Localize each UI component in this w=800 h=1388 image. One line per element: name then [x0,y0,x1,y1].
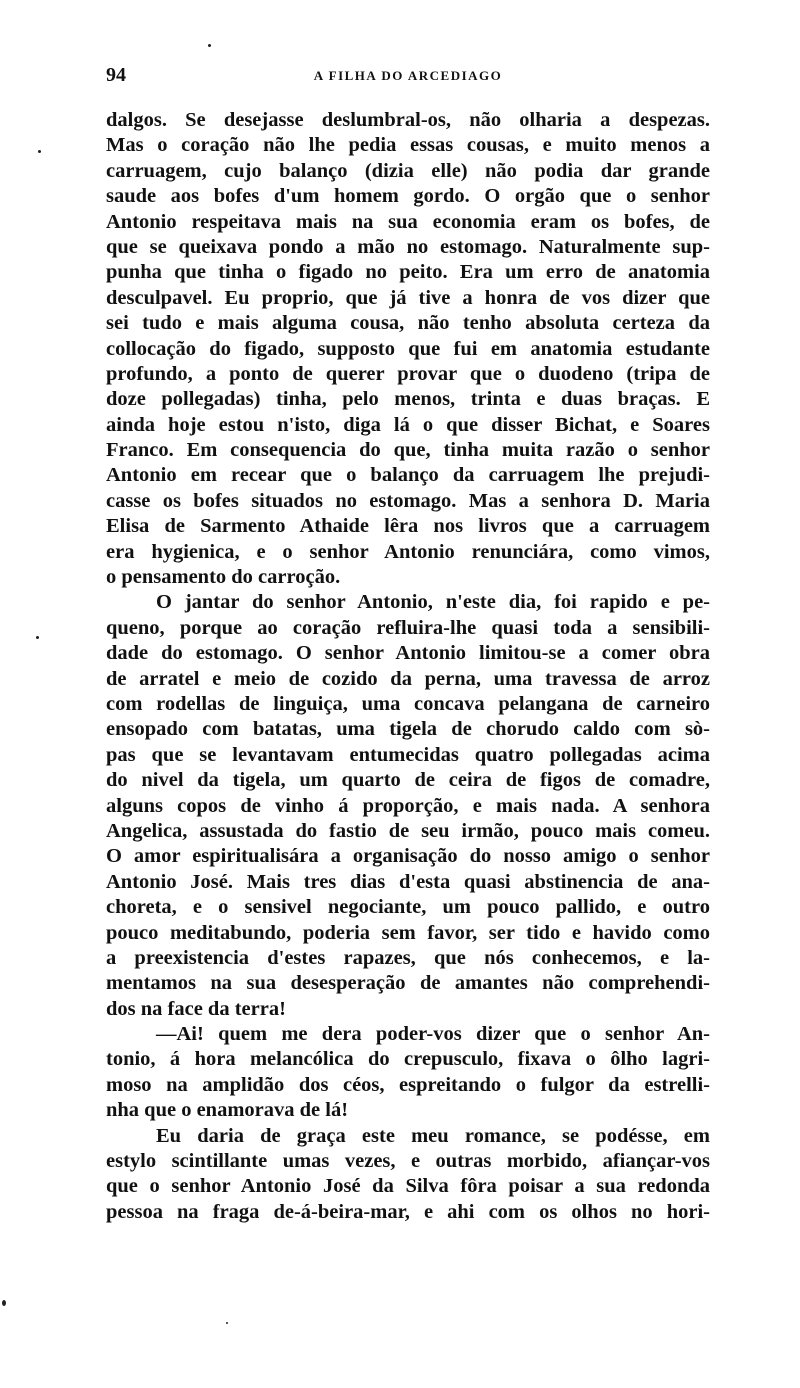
paragraph-first-line: Eu daria de graça este meu romance, se podésse, em [156,1124,710,1147]
text-line: collocação do figado, supposto que fui em anatomia estudante [106,337,710,360]
scan-speck [226,1322,228,1324]
text-line: Mas o coração não lhe pedia essas cousas, e muito menos a [106,134,710,157]
text-line: Antonio José. Mais tres dias d'esta quasi abstinencia de ana- [106,870,710,893]
scan-speck [38,150,41,153]
text-line: moso na amplidão dos céos, espreitando o fulgor da estrelli- [106,1073,710,1096]
text-line: estylo scintillante umas vezes, e outras morbido, afiançar-vos [106,1150,710,1173]
text-line: dos na face da terra! [106,997,286,1020]
text-line: punha que tinha o figado no peito. Era um erro de anatomia [106,261,710,284]
text-line: sei tudo e mais alguma cousa, não tenho absoluta certeza da [106,312,710,335]
text-line: com rodellas de linguiça, uma concava pelangana de carneiro [106,692,710,715]
text-line: era hygienica, e o senhor Antonio renunciára, como vimos, [106,540,710,563]
text-line: que o senhor Antonio José da Silva fôra poisar a sua redonda [106,1175,710,1198]
text-line: o pensamento do carroção. [106,566,341,589]
running-title: A FILHA DO ARCEDIAGO [313,68,503,83]
text-line: nha que o enamorava de lá! [106,1099,349,1122]
text-line: tonio, á hora melancólica do crepusculo, fixava o ôlho lagri- [106,1048,710,1071]
text-line: doze pollegadas) tinha, pelo menos, trinta e duas braças. E [106,388,710,411]
text-line: de arratel e meio de cozido da perna, uma travessa de arroz [106,667,710,690]
page-header [106,64,710,90]
text-line: Antonio respeitava mais na sua economia eram os bofes, de [106,210,710,233]
text-line: casse os bofes situados no estomago. Mas a senhora D. Maria [106,489,710,512]
text-line: queno, porque ao coração refluira-lhe quasi toda a sensibili- [106,616,710,639]
scan-speck [2,1300,6,1306]
paragraph-first-line: —Ai! quem me dera poder-vos dizer que o senhor An- [156,1023,710,1046]
text-line: ainda hoje estou n'isto, diga lá o que disser Bichat, e Soares [106,413,710,436]
text-line: dade do estomago. O senhor Antonio limitou-se a comer obra [106,642,710,665]
text-line: carruagem, cujo balanço (dizia elle) não podia dar grande [106,159,710,182]
text-line: pouco meditabundo, poderia sem favor, ser tido e havido como [106,921,710,944]
text-line: saude aos bofes d'um homem gordo. O orgão que o senhor [106,185,710,208]
body-text [106,108,710,1225]
text-line: mentamos na sua desesperação de amantes não comprehendi- [106,972,710,995]
text-line: desculpavel. Eu proprio, que já tive a honra de vos dizer que [106,286,710,309]
text-line: Antonio em recear que o balanço da carruagem lhe prejudi- [106,464,710,487]
page-number: 94 [106,64,126,86]
text-line: Franco. Em consequencia do que, tinha muita razão o senhor [106,439,710,462]
paragraph-first-line: O jantar do senhor Antonio, n'este dia, foi rapido e pe- [156,591,710,614]
scan-speck [208,44,211,47]
text-line: do nivel da tigela, um quarto de ceira de figos de comadre, [106,769,710,792]
text-line: alguns copos de vinho á proporção, e mais nada. A senhora [106,794,710,817]
scan-speck [36,636,39,639]
text-line: pessoa na fraga de-á-beira-mar, e ahi com os olhos no hori- [106,1200,710,1223]
text-line: ensopado com batatas, uma tigela de chorudo caldo com sò- [106,718,710,741]
text-line: a preexistencia d'estes rapazes, que nós conhecemos, e la- [106,946,710,969]
text-line: Elisa de Sarmento Athaide lêra nos livros que a carruagem [106,515,710,538]
text-line: pas que se levantavam entumecidas quatro pollegadas acima [106,743,710,766]
text-line: profundo, a ponto de querer provar que o duodeno (tripa de [106,362,710,385]
text-line: O amor espiritualisára a organisação do nosso amigo o senhor [106,845,710,868]
text-line: choreta, e o sensivel negociante, um pouco pallido, e outro [106,896,710,919]
text-line: dalgos. Se desejasse deslumbral-os, não olharia a despezas. [106,109,710,131]
text-line: Angelica, assustada do fastio de seu irmão, pouco mais comeu. [106,819,710,842]
text-line: que se queixava pondo a mão no estomago. Naturalmente sup- [106,235,710,258]
